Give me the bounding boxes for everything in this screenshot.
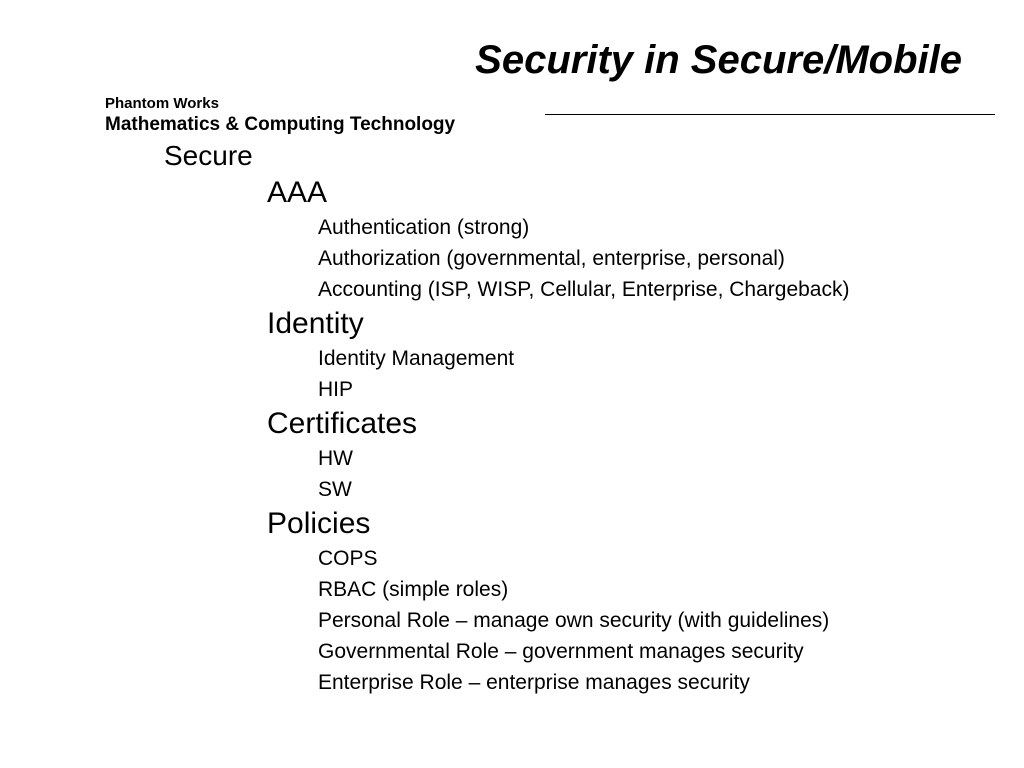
list-item: Accounting (ISP, WISP, Cellular, Enterprise, Chargeback) — [318, 278, 850, 301]
outline-group-aaa — [0, 174, 1024, 305]
list-item: Personal Role – manage own security (with guidelines) — [318, 609, 830, 632]
org-division: Mathematics & Computing Technology — [105, 114, 456, 135]
title-divider — [545, 114, 995, 115]
group-label: Identity — [267, 307, 364, 340]
list-item: HIP — [318, 378, 354, 401]
list-item: Authorization (governmental, enterprise, personal) — [318, 247, 785, 270]
outline-heading: Secure — [164, 140, 253, 171]
outline-group-policies — [0, 505, 1024, 698]
list-item: Governmental Role – government manages security — [318, 640, 804, 663]
outline — [0, 137, 1024, 698]
list-item: Identity Management — [318, 347, 515, 370]
group-label: AAA — [267, 176, 328, 209]
outline-group-identity — [0, 305, 1024, 405]
org-name: Phantom Works — [105, 95, 219, 112]
list-item: COPS — [318, 547, 378, 570]
list-item: Enterprise Role – enterprise manages security — [318, 671, 750, 694]
list-item: HW — [318, 447, 353, 470]
list-item: RBAC (simple roles) — [318, 578, 509, 601]
slide-title: Security in Secure/Mobile — [475, 38, 962, 82]
group-label: Policies — [267, 507, 371, 540]
list-item: Authentication (strong) — [318, 216, 530, 239]
outline-group-certificates — [0, 405, 1024, 505]
list-item: SW — [318, 478, 352, 501]
group-label: Certificates — [267, 407, 418, 440]
